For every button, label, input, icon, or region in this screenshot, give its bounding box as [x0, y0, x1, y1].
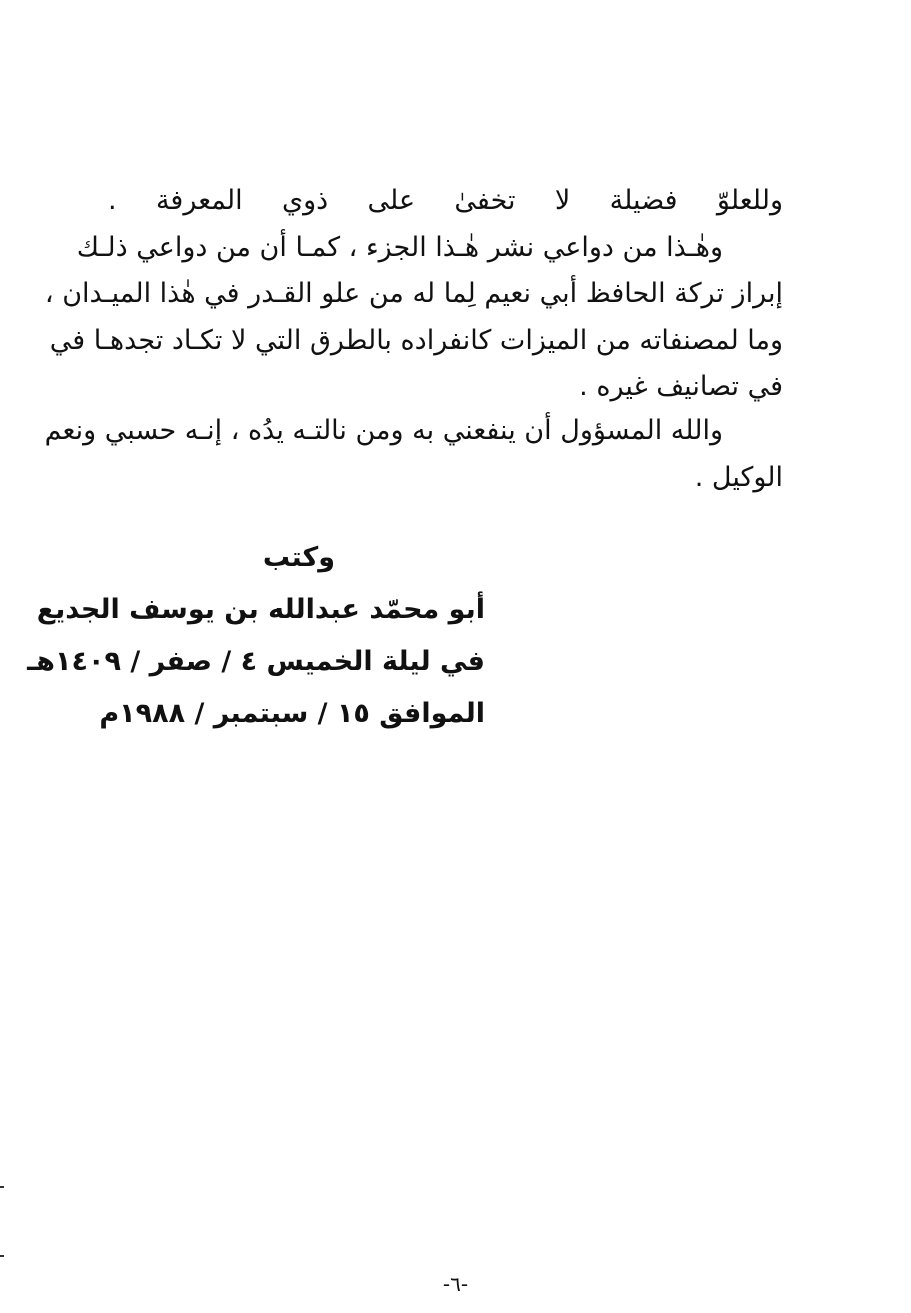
date-gregorian: الموافق ١٥ / سبتمبر / ١٩٨٨م — [99, 698, 485, 729]
page-number: -٦- — [442, 1272, 469, 1296]
text-line: وما لمصنفاته من الميزات كانفراده بالطرق التي لا تكـاد تجدهـا في — [49, 324, 783, 356]
signature-title: وكتب — [262, 542, 335, 573]
author-signature — [27, 532, 485, 740]
author-name: أبو محمّد عبدالله بن يوسف الجديع — [36, 594, 485, 625]
paragraph-closing-remarks — [44, 178, 783, 411]
scan-edge-mark — [0, 1186, 4, 1188]
text-line: وهٰـذا من دواعي نشر هٰـذا الجزء ، كمـا أن من دواعي ذلـك — [76, 231, 723, 263]
scan-edge-mark — [0, 1255, 4, 1257]
text-line: والله المسؤول أن ينفعني به ومن نالتـه يدُه ، إنـه حسبي ونعم — [44, 415, 723, 446]
text-line: الوكيل . — [694, 461, 783, 493]
date-hijri: في ليلة الخميس ٤ / صفر / ١٤٠٩هـ — [27, 646, 485, 677]
text-line: إبراز تركة الحافظ أبي نعيم لِما له من علو القـدر في هٰذا الميـدان ، — [44, 278, 783, 309]
paragraph-supplication — [44, 408, 783, 501]
text-line: في تصانيف غيره . — [579, 371, 783, 402]
text-line: وللعلوّ فضيلة لا تخفىٰ على ذوي المعرفة . — [108, 185, 783, 216]
